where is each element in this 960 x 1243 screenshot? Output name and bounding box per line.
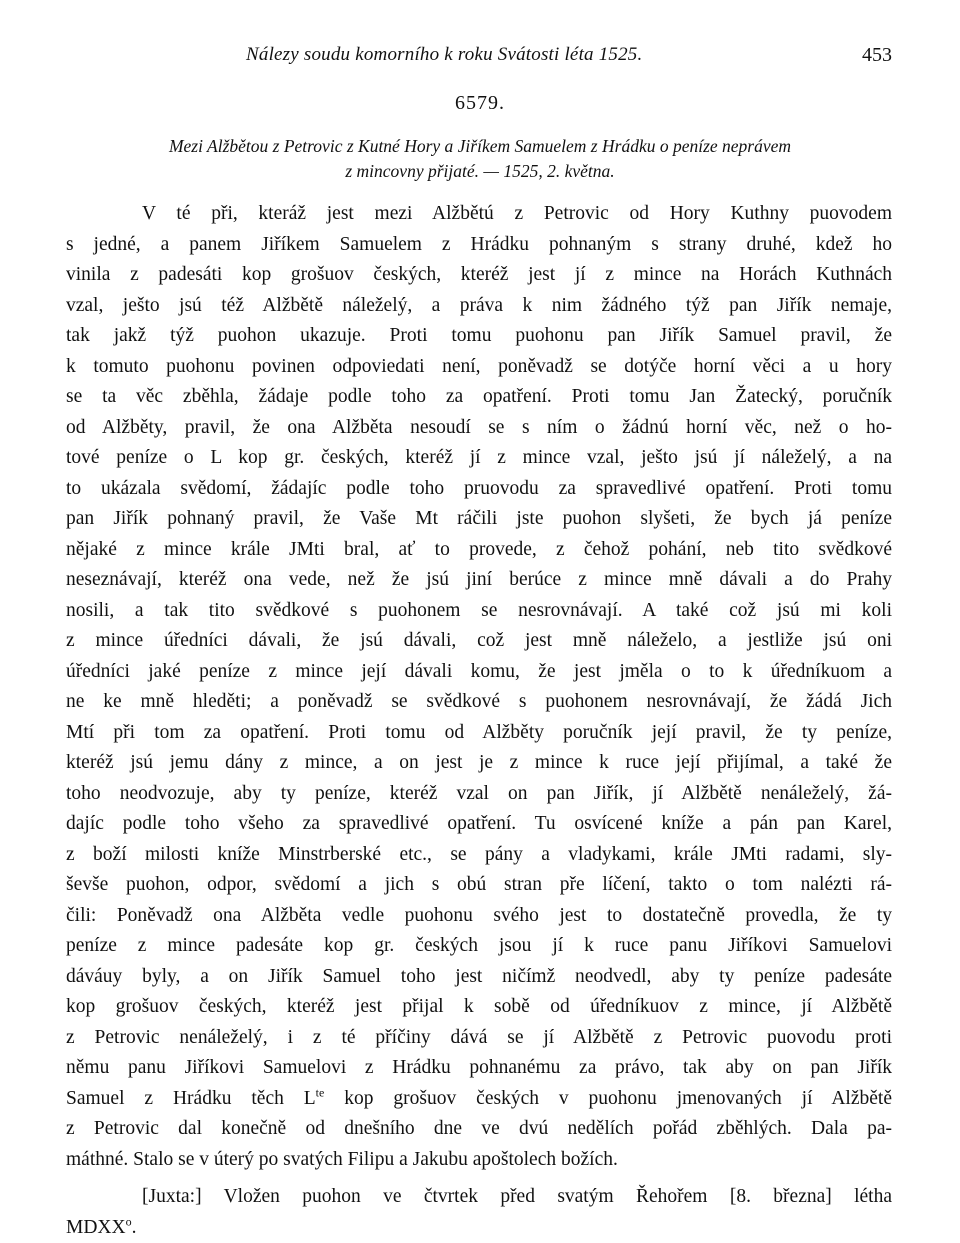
- body-line: kteréž jsú jemu dány z mince, a on jest je z mince k ruce její přijímal, a také že: [66, 748, 892, 779]
- body-line: úředníci jaké peníze z mince její dávali komu, že jest jměla o to k úředníkuom a: [66, 657, 892, 688]
- body-line: vzal, ješto jsú též Alžbětě náleželý, a práva k nim žádného týž pan Jiřík nemaje,: [66, 291, 892, 322]
- running-title: Nálezy soudu komorního k roku Svátosti léta 1525.: [246, 44, 642, 66]
- body-line: se ta věc zběhla, žádaje podle toho za opatření. Proti tomu Jan Žatecký, poručník: [66, 382, 892, 413]
- body-line: neseznávají, kteréž ona vede, než že jsú jiní berúce z mince mně dávali a do Prahy: [66, 565, 892, 596]
- body-line: ševše puohon, odpor, svědomí a jich s obú stran pře líčení, takto o tom nalézti rá-: [66, 870, 892, 901]
- body-line: nosili, a tak tito svědkové s puohonem se nesrovnávají. A také což jsú mi koli: [66, 596, 892, 627]
- superscript: o: [126, 1214, 132, 1228]
- body-line: peníze z mince padesáte kop gr. českých jsou jí k ruce panu Jiříkovi Samuelovi: [66, 931, 892, 962]
- body-line: s jedné, a panem Jiříkem Samuelem z Hrádku pohnaným s strany druhé, kdež ho: [66, 230, 892, 261]
- body-line: dáváuy byly, a on Jiřík Samuel toho jest ničímž neodvedl, aby ty peníze padesáte: [66, 962, 892, 993]
- page-number: 453: [862, 44, 892, 67]
- body-line: vinila z padesáti kop grošuov českých, kteréž jest jí z mince na Horách Kuthnách: [66, 260, 892, 291]
- body-line: V té při, kteráž jest mezi Alžbětú z Petrovic od Hory Kuthny puovodem: [66, 199, 892, 230]
- running-head: [0, 44, 960, 74]
- body-line: z Petrovic dal konečně od dnešního dne ve dvú nedělích pořád zběhlých. Dala pa-: [66, 1114, 892, 1145]
- body-line: máthné. Stalo se v úterý po svatých Filipu a Jakubu apoštolech božích.: [66, 1145, 892, 1176]
- body-line: z mince úředníci dávali, že jsú dávali, což jest mně náleželo, a jestliže jsú oni: [66, 626, 892, 657]
- note-date: MDXX: [66, 1217, 126, 1238]
- note-line: [Juxta:] Vložen puohon ve čtvrtek před svatým Řehořem [8. března] létha: [66, 1182, 892, 1213]
- body-line: tak jakž týž puohon ukazuje. Proti tomu puohonu pan Jiřík Samuel pravil, že: [66, 321, 892, 352]
- superscript: te: [316, 1085, 325, 1099]
- body-line: tové peníze o L kop gr. českých, kteréž jí z mince vzal, ješto jsú jí náleželý, a na: [66, 443, 892, 474]
- body-line: ne ke mně hleděti; a poněvadž se svědkové s puohonem nesrovnávají, že žádá Jich: [66, 687, 892, 718]
- body-line: nějaké z mince krále JMti bral, ať to provede, z čehož pohání, neb tito svědkové: [66, 535, 892, 566]
- body-line-end: kop grošuov českých v puohonu jmenovaných jí Alžbětě: [324, 1088, 892, 1109]
- body-line: pan Jiřík pohnaný pravil, že Vaše Mt ráčili jste puohon slyšeti, že bych já peníze: [66, 504, 892, 535]
- body-line: čili: Poněvadž ona Alžběta vedle puohonu svého jest to dostatečně provedla, že ty: [66, 901, 892, 932]
- body-line: to ukázala svědomí, žádajíc podle toho pruovodu za spravedlivé opatření. Proti tomu: [66, 474, 892, 505]
- body-line: z boží milosti kníže Minstrberské etc., se pány a vladykami, krále JMti radami, sly-: [66, 840, 892, 871]
- document-heading: [66, 134, 894, 184]
- body-line: k tomuto puohonu povinen odpoviedati není, poněvadž se dotýče horní věci a u hory: [66, 352, 892, 383]
- note-line: [66, 1213, 892, 1243]
- note-end: .: [132, 1217, 137, 1238]
- heading-line: z mincovny přijaté. — 1525, 2. května.: [66, 159, 894, 184]
- document-body: [66, 199, 892, 1243]
- body-line: toho neodvozuje, aby ty peníze, kteréž vzal on pan Jiřík, jí Alžbětě nenáleželý, žá-: [66, 779, 892, 810]
- body-line-start: Samuel z Hrádku těch L: [66, 1088, 316, 1109]
- body-line: němu panu Jiříkovi Samuelovi z Hrádku pohnanému za právo, tak aby on pan Jiřík: [66, 1053, 892, 1084]
- body-line: z Petrovic nenáleželý, i z té příčiny dává se jí Alžbětě z Petrovic puovodu proti: [66, 1023, 892, 1054]
- body-line: [66, 1084, 892, 1115]
- document-number: 6579.: [0, 92, 960, 115]
- body-line: od Alžběty, pravil, že ona Alžběta nesoudí se s ním o žádnú horní věc, než o ho-: [66, 413, 892, 444]
- body-line: Mtí při tom za opatření. Proti tomu od Alžběty poručník její pravil, že ty peníze,: [66, 718, 892, 749]
- body-line: kop grošuov českých, kteréž jest přijal k sobě od úředníkuov z mince, jí Alžbětě: [66, 992, 892, 1023]
- heading-line: Mezi Alžbětou z Petrovic z Kutné Hory a Jiříkem Samuelem z Hrádku o peníze neprávem: [66, 134, 894, 159]
- body-line: dajíc podle toho všeho za spravedlivé opatření. Tu osvícené kníže a pán pan Karel,: [66, 809, 892, 840]
